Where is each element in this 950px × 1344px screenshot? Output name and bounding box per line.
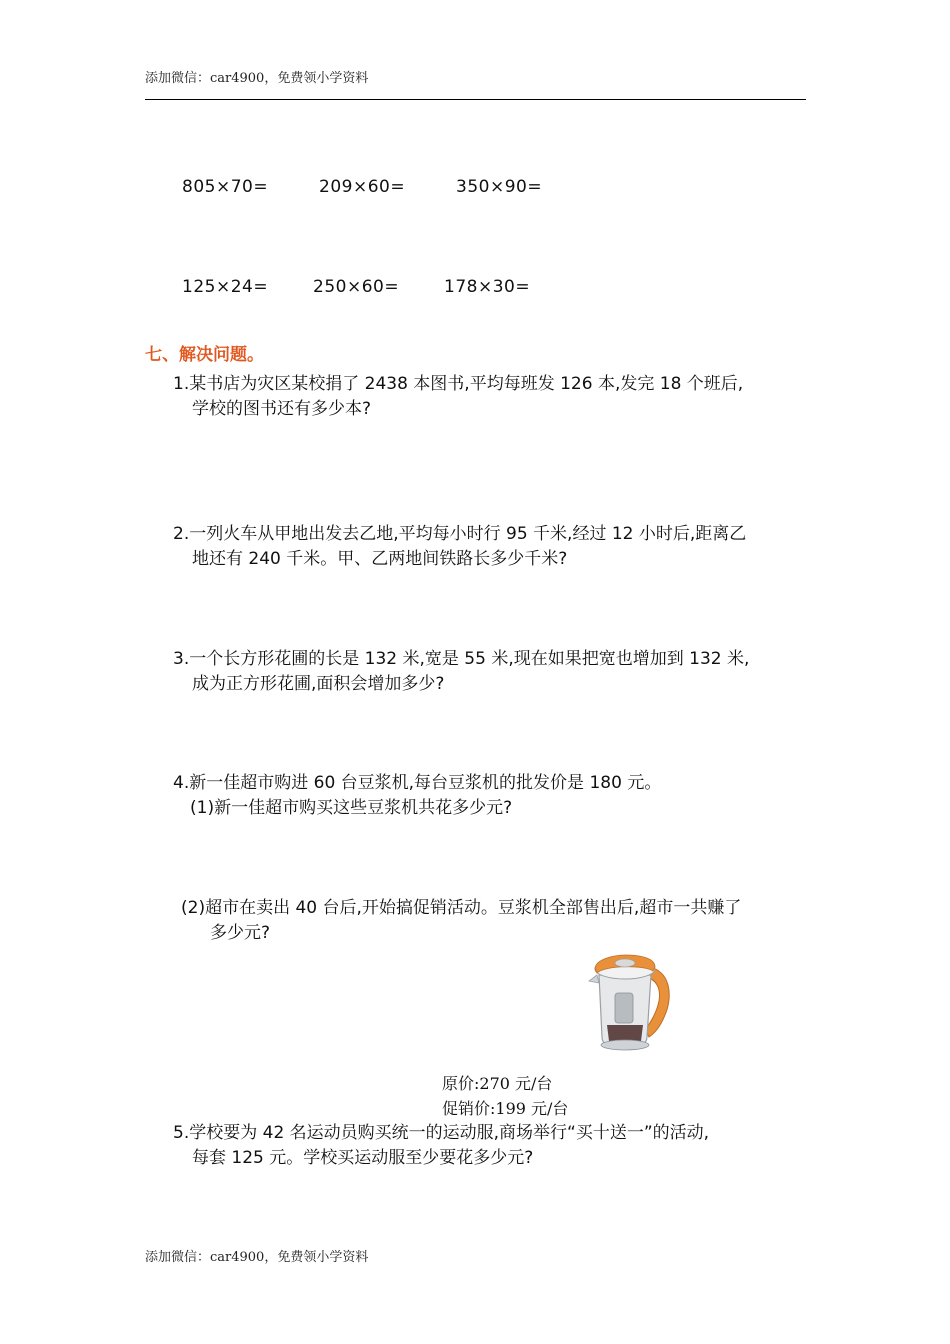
header-divider <box>145 99 806 100</box>
question-2-line-1: 2.一列火车从甲地出发去乙地,平均每小时行 95 千米,经过 12 小时后,距离乙 <box>173 524 747 544</box>
calc-item: 209×60= <box>319 177 406 197</box>
question-1-line-2: 学校的图书还有多少本? <box>192 399 372 419</box>
soymilk-maker-icon <box>585 945 675 1055</box>
question-3-line-2: 成为正方形花圃,面积会增加多少? <box>192 674 445 694</box>
calc-item: 250×60= <box>313 277 400 297</box>
calc-item: 178×30= <box>444 277 531 297</box>
question-5-line-1: 5.学校要为 42 名运动员购买统一的运动服,商场举行“买十送一”的活动, <box>173 1123 710 1143</box>
section-title: 七、解决问题。 <box>145 345 264 365</box>
question-1-line-1: 1.某书店为灾区某校捐了 2438 本图书,平均每班发 126 本,发完 18 个班后, <box>173 374 744 394</box>
page-footer: 添加微信：car4900，免费领小学资料 <box>145 1250 369 1265</box>
question-5-line-2: 每套 125 元。学校买运动服至少要花多少元? <box>192 1148 534 1168</box>
page-header: 添加微信：car4900，免费领小学资料 <box>145 71 369 86</box>
question-4-sub-2-line-2: 多少元? <box>210 923 271 943</box>
sale-price: 促销价:199 元/台 <box>442 1099 569 1118</box>
question-4-line-1: 4.新一佳超市购进 60 台豆浆机,每台豆浆机的批发价是 180 元。 <box>173 773 662 793</box>
calc-item: 805×70= <box>182 177 269 197</box>
original-price: 原价:270 元/台 <box>442 1074 553 1093</box>
question-4-sub-2-line-1: (2)超市在卖出 40 台后,开始搞促销活动。豆浆机全部售出后,超市一共赚了 <box>181 898 742 918</box>
calc-item: 350×90= <box>456 177 543 197</box>
calc-item: 125×24= <box>182 277 269 297</box>
question-3-line-1: 3.一个长方形花圃的长是 132 米,宽是 55 米,现在如果把宽也增加到 132 米, <box>173 649 750 669</box>
question-4-sub-1: (1)新一佳超市购买这些豆浆机共花多少元? <box>190 798 513 818</box>
question-2-line-2: 地还有 240 千米。甲、乙两地间铁路长多少千米? <box>192 549 568 569</box>
